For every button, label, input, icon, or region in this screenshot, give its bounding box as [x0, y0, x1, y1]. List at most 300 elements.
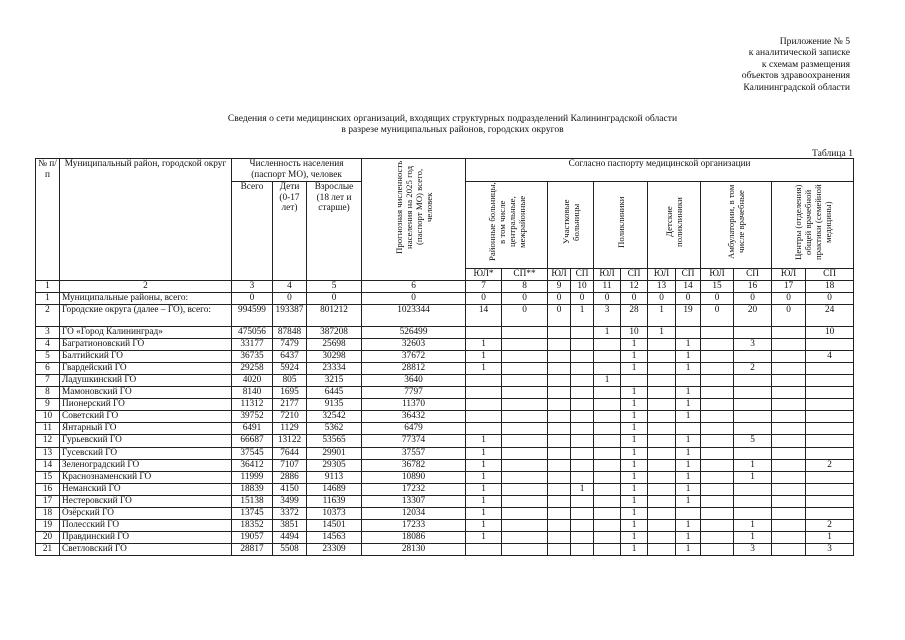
row-count: 19: [676, 304, 701, 326]
row-count: [772, 471, 806, 483]
row-count: [502, 483, 548, 495]
row-count: 1: [676, 411, 701, 423]
row-count: [701, 326, 734, 338]
row-forecast: 12034: [362, 508, 466, 520]
row-count: [772, 520, 806, 532]
row-number: 14: [36, 459, 60, 471]
row-count: 1: [676, 435, 701, 447]
row-count: [772, 338, 806, 350]
table-row: [36, 411, 854, 423]
row-count: 1: [648, 326, 676, 338]
row-count: 1: [621, 387, 648, 399]
row-count: [502, 471, 548, 483]
row-forecast: 37672: [362, 350, 466, 362]
header-name: Муниципальный район, городской округ: [60, 159, 232, 281]
column-number: 16: [734, 280, 772, 292]
title-line: Сведения о сети медицинских организаций, входящих структурных подразделений Калининградской области: [227, 113, 678, 124]
row-count: [806, 387, 854, 399]
row-forecast: 1023344: [362, 304, 466, 326]
row-count: 2: [734, 362, 772, 374]
header-children: Дети (0-17 лет): [273, 182, 307, 281]
row-children: 1695: [273, 387, 307, 399]
row-count: [806, 338, 854, 350]
row-count: [571, 508, 594, 520]
row-number: 15: [36, 471, 60, 483]
row-count: [594, 423, 621, 435]
row-adults: 53565: [307, 435, 362, 447]
row-count: [734, 495, 772, 507]
row-number: 10: [36, 411, 60, 423]
row-count: [772, 350, 806, 362]
row-count: [594, 411, 621, 423]
table-row: [36, 483, 854, 495]
row-count: 0: [734, 292, 772, 304]
header-ambulatories-text: Амбулатории, в том числе врачебные: [726, 184, 747, 260]
row-count: [571, 362, 594, 374]
row-count: [548, 374, 571, 386]
row-children: 1129: [273, 423, 307, 435]
row-count: [571, 411, 594, 423]
row-count: 0: [594, 292, 621, 304]
row-count: 1: [676, 338, 701, 350]
row-adults: 11639: [307, 495, 362, 507]
row-count: [502, 362, 548, 374]
row-count: [594, 387, 621, 399]
title-line: в разрезе муниципальных районов, городских округов: [341, 124, 564, 136]
row-count: [594, 471, 621, 483]
row-count: [502, 447, 548, 459]
column-number: 5: [307, 280, 362, 292]
row-count: [466, 544, 502, 556]
row-count: 1: [806, 532, 854, 544]
row-count: 1: [466, 447, 502, 459]
row-count: 2: [806, 459, 854, 471]
row-count: [502, 423, 548, 435]
row-name: Полесский ГО: [60, 520, 232, 532]
row-count: [734, 423, 772, 435]
row-count: 1: [734, 532, 772, 544]
appendix-line: объектов здравоохранения: [741, 70, 850, 82]
row-count: [466, 326, 502, 338]
row-forecast: 526499: [362, 326, 466, 338]
row-count: 3: [594, 304, 621, 326]
column-number: 3: [232, 280, 273, 292]
table-row: [36, 459, 854, 471]
row-count: [502, 399, 548, 411]
table-row: [36, 471, 854, 483]
appendix-line: Приложение № 5: [779, 36, 850, 47]
row-count: [502, 326, 548, 338]
row-children: 805: [273, 374, 307, 386]
row-count: [701, 374, 734, 386]
row-count: [701, 399, 734, 411]
header-population: Численность населения (паспорт МО), человек: [232, 159, 362, 182]
row-count: [548, 483, 571, 495]
header-forecast-text: Прогнозная численность населения на 2025 год (паспорт МО) всего, человек: [393, 160, 434, 254]
row-count: [548, 447, 571, 459]
row-count: 1: [621, 495, 648, 507]
row-count: [571, 399, 594, 411]
row-count: 1: [571, 483, 594, 495]
row-count: [772, 423, 806, 435]
row-number: 12: [36, 435, 60, 447]
row-count: [594, 435, 621, 447]
row-count: [594, 447, 621, 459]
row-count: 24: [806, 304, 854, 326]
row-count: [548, 532, 571, 544]
row-count: [648, 532, 676, 544]
row-count: [772, 374, 806, 386]
row-total: 18352: [232, 520, 273, 532]
row-count: 1: [676, 399, 701, 411]
row-name: Гурьевский ГО: [60, 435, 232, 447]
row-children: 2886: [273, 471, 307, 483]
row-count: [466, 423, 502, 435]
row-count: [734, 350, 772, 362]
row-total: 19057: [232, 532, 273, 544]
row-count: 0: [571, 292, 594, 304]
table-row: [36, 292, 854, 304]
medical-network-table: [35, 158, 854, 556]
header-polyclinics-text: Поликлиники: [615, 196, 626, 248]
header-child-polyclinics-text: Детские поликлиники: [664, 197, 685, 247]
row-count: [548, 423, 571, 435]
row-total: 13745: [232, 508, 273, 520]
column-number: 14: [676, 280, 701, 292]
row-count: [594, 362, 621, 374]
row-count: [772, 362, 806, 374]
row-count: [676, 508, 701, 520]
row-count: 0: [502, 304, 548, 326]
row-count: [772, 326, 806, 338]
subheader-yul: ЮЛ: [701, 269, 734, 281]
row-number: 21: [36, 544, 60, 556]
row-adults: 30298: [307, 350, 362, 362]
row-count: 0: [701, 304, 734, 326]
row-count: [734, 387, 772, 399]
row-count: [571, 544, 594, 556]
row-count: [648, 411, 676, 423]
row-count: [502, 374, 548, 386]
row-count: 1: [466, 483, 502, 495]
row-count: [734, 411, 772, 423]
row-children: 7644: [273, 447, 307, 459]
row-count: 1: [676, 495, 701, 507]
row-count: [594, 338, 621, 350]
row-total: 18839: [232, 483, 273, 495]
subheader-sp: СП: [571, 269, 594, 281]
row-count: [571, 447, 594, 459]
column-number: 15: [701, 280, 734, 292]
row-count: [502, 411, 548, 423]
row-count: 1: [621, 508, 648, 520]
row-forecast: 17232: [362, 483, 466, 495]
row-name: Муниципальные районы, всего:: [60, 292, 232, 304]
row-forecast: 13307: [362, 495, 466, 507]
row-count: [734, 483, 772, 495]
row-forecast: 3640: [362, 374, 466, 386]
row-count: [772, 483, 806, 495]
row-count: 1: [466, 338, 502, 350]
row-count: [571, 338, 594, 350]
row-count: [806, 471, 854, 483]
row-count: 1: [676, 520, 701, 532]
row-count: 0: [772, 292, 806, 304]
row-count: 3: [806, 544, 854, 556]
row-count: [701, 362, 734, 374]
header-child-polyclinics: [648, 182, 701, 269]
row-count: [621, 374, 648, 386]
row-count: [502, 459, 548, 471]
row-count: 1: [594, 374, 621, 386]
row-count: [806, 508, 854, 520]
row-count: [806, 483, 854, 495]
row-count: 1: [571, 304, 594, 326]
header-local-hospitals: [548, 182, 594, 269]
row-forecast: 28130: [362, 544, 466, 556]
appendix-line: к схемам размещения: [761, 58, 850, 70]
row-count: [772, 447, 806, 459]
row-count: [594, 459, 621, 471]
row-count: 1: [648, 304, 676, 326]
row-count: 1: [466, 459, 502, 471]
row-number: 2: [36, 304, 60, 326]
row-count: [701, 435, 734, 447]
row-name: Гусевский ГО: [60, 447, 232, 459]
header-passport: Согласно паспорту медицинской организации: [466, 159, 854, 182]
row-number: 18: [36, 508, 60, 520]
row-count: [806, 399, 854, 411]
row-count: [648, 520, 676, 532]
row-count: 1: [466, 362, 502, 374]
row-name: Пионерский ГО: [60, 399, 232, 411]
row-count: 1: [621, 532, 648, 544]
row-name: Мамоновский ГО: [60, 387, 232, 399]
row-count: [648, 435, 676, 447]
row-total: 39752: [232, 411, 273, 423]
row-children: 13122: [273, 435, 307, 447]
row-adults: 5362: [307, 423, 362, 435]
row-number: 1: [36, 292, 60, 304]
row-number: 4: [36, 338, 60, 350]
row-forecast: 7797: [362, 387, 466, 399]
row-forecast: 11370: [362, 399, 466, 411]
row-name: Неманский ГО: [60, 483, 232, 495]
row-count: 1: [676, 483, 701, 495]
row-count: 1: [621, 544, 648, 556]
row-number: 20: [36, 532, 60, 544]
row-count: [502, 508, 548, 520]
row-children: 193387: [273, 304, 307, 326]
table-row: [36, 447, 854, 459]
row-children: 2177: [273, 399, 307, 411]
row-count: [701, 459, 734, 471]
column-number: 11: [594, 280, 621, 292]
row-count: 0: [548, 304, 571, 326]
row-total: 28817: [232, 544, 273, 556]
row-count: 14: [466, 304, 502, 326]
row-count: [648, 544, 676, 556]
row-count: [648, 338, 676, 350]
row-number: 6: [36, 362, 60, 374]
row-count: [772, 459, 806, 471]
row-children: 87848: [273, 326, 307, 338]
row-count: [466, 374, 502, 386]
appendix-line: Калининградской области: [743, 81, 850, 93]
row-count: [772, 435, 806, 447]
row-count: 0: [502, 292, 548, 304]
row-count: [701, 447, 734, 459]
column-number: 12: [621, 280, 648, 292]
row-forecast: 0: [362, 292, 466, 304]
row-total: 15138: [232, 495, 273, 507]
header-num: № п/п: [36, 159, 60, 281]
row-forecast: 17233: [362, 520, 466, 532]
row-total: 66687: [232, 435, 273, 447]
row-children: 6437: [273, 350, 307, 362]
header-gp-centers: [772, 182, 854, 269]
row-count: [648, 399, 676, 411]
column-number-row: [36, 280, 854, 292]
row-count: 2: [806, 520, 854, 532]
row-count: [701, 411, 734, 423]
row-count: 1: [676, 459, 701, 471]
row-count: 1: [621, 411, 648, 423]
row-count: [701, 532, 734, 544]
row-count: 1: [676, 471, 701, 483]
row-count: 0: [621, 292, 648, 304]
row-count: [648, 362, 676, 374]
row-number: 13: [36, 447, 60, 459]
row-adults: 29901: [307, 447, 362, 459]
row-count: [648, 483, 676, 495]
table-row: [36, 520, 854, 532]
row-count: [502, 338, 548, 350]
row-number: 17: [36, 495, 60, 507]
row-name: Озёрский ГО: [60, 508, 232, 520]
row-count: [648, 508, 676, 520]
row-count: [466, 411, 502, 423]
row-count: [648, 374, 676, 386]
row-count: [548, 387, 571, 399]
subheader-yul: ЮЛ: [548, 269, 571, 281]
row-count: [676, 374, 701, 386]
row-count: 1: [676, 387, 701, 399]
row-adults: 14501: [307, 520, 362, 532]
row-count: 1: [621, 350, 648, 362]
row-count: [594, 520, 621, 532]
row-forecast: 28812: [362, 362, 466, 374]
row-count: [806, 495, 854, 507]
row-count: [571, 471, 594, 483]
row-count: 1: [594, 326, 621, 338]
row-count: [701, 508, 734, 520]
row-count: [571, 423, 594, 435]
row-total: 8140: [232, 387, 273, 399]
row-count: [594, 544, 621, 556]
row-number: 9: [36, 399, 60, 411]
row-count: [806, 423, 854, 435]
row-count: [594, 399, 621, 411]
subheader-yul: ЮЛ*: [466, 269, 502, 281]
row-count: [548, 435, 571, 447]
row-count: [548, 520, 571, 532]
row-count: 1: [676, 350, 701, 362]
header-district-hospitals: [466, 182, 548, 269]
row-count: [772, 532, 806, 544]
row-children: 3851: [273, 520, 307, 532]
appendix-note: [742, 36, 850, 93]
row-count: [648, 423, 676, 435]
row-count: [676, 423, 701, 435]
row-name: Городские округа (далее – ГО), всего:: [60, 304, 232, 326]
row-count: [548, 338, 571, 350]
row-adults: 25698: [307, 338, 362, 350]
row-forecast: 36432: [362, 411, 466, 423]
table-row: [36, 350, 854, 362]
row-total: 36412: [232, 459, 273, 471]
row-count: [502, 520, 548, 532]
row-count: [571, 374, 594, 386]
row-adults: 3215: [307, 374, 362, 386]
row-forecast: 6479: [362, 423, 466, 435]
row-count: [466, 399, 502, 411]
header-district-hospitals-text: Районные больницы, в том числе центральные, межрайонные: [486, 182, 527, 262]
row-count: [734, 508, 772, 520]
row-number: 16: [36, 483, 60, 495]
row-name: Балтийский ГО: [60, 350, 232, 362]
header-adults: Взрослые (18 лет и старше): [307, 182, 362, 281]
row-name: Гвардейский ГО: [60, 362, 232, 374]
row-count: [571, 350, 594, 362]
row-count: 5: [734, 435, 772, 447]
row-count: [571, 532, 594, 544]
row-count: [701, 483, 734, 495]
row-count: [648, 495, 676, 507]
row-count: [676, 326, 701, 338]
row-name: Краснознаменский ГО: [60, 471, 232, 483]
row-count: [571, 326, 594, 338]
row-count: [734, 326, 772, 338]
row-forecast: 10890: [362, 471, 466, 483]
row-count: [806, 447, 854, 459]
row-count: 1: [621, 423, 648, 435]
column-number: 13: [648, 280, 676, 292]
row-children: 3499: [273, 495, 307, 507]
row-total: 36735: [232, 350, 273, 362]
table-number: Таблица 1: [811, 148, 853, 159]
row-count: [806, 411, 854, 423]
row-count: 1: [676, 532, 701, 544]
row-count: [466, 387, 502, 399]
row-count: 1: [734, 471, 772, 483]
row-number: 3: [36, 326, 60, 338]
row-count: [502, 544, 548, 556]
row-adults: 10373: [307, 508, 362, 520]
row-children: 4494: [273, 532, 307, 544]
row-total: 4020: [232, 374, 273, 386]
header-forecast: [362, 159, 466, 281]
row-name: Советский ГО: [60, 411, 232, 423]
row-count: 0: [466, 292, 502, 304]
row-count: [701, 423, 734, 435]
row-count: [548, 326, 571, 338]
row-count: [571, 435, 594, 447]
row-count: [548, 459, 571, 471]
row-total: 475056: [232, 326, 273, 338]
table-row: [36, 423, 854, 435]
row-count: [701, 338, 734, 350]
